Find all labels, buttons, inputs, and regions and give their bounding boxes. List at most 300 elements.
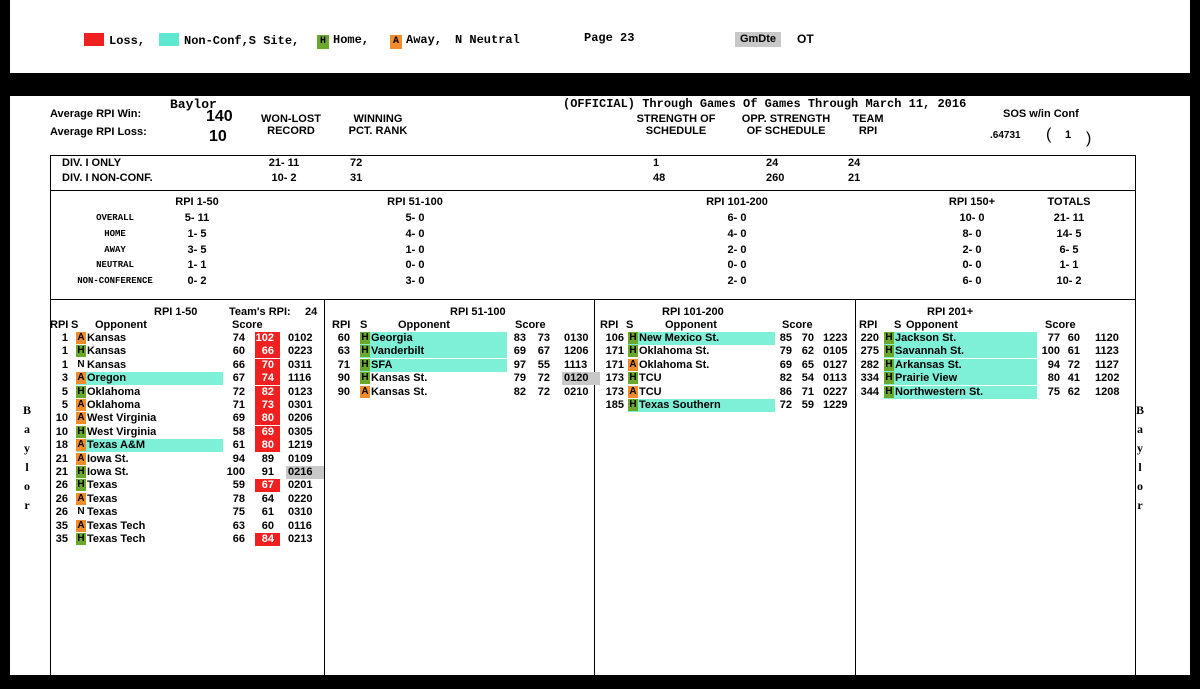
game-date: 0123 [288,385,313,398]
game-site-badge: H [629,345,637,357]
panel4-title: RPI 201+ [927,306,974,318]
game-opponent: Oklahoma St. [639,358,710,371]
game-opponent: Texas Tech [87,519,146,532]
game-date: 1202 [1095,372,1120,385]
game-score-opponent: 65 [801,358,814,371]
game-row [10,332,1190,345]
game-score-opponent: 67 [261,479,274,492]
game-opponent: Texas [87,492,118,505]
game-row [10,439,1190,452]
game-date: 1123 [1095,345,1119,358]
summary-header: TOTALS [1047,196,1091,208]
game-site-badge: H [885,345,893,357]
game-opponent: Oklahoma [87,399,141,411]
game-date: 0220 [288,492,313,505]
col-opponent-header: Opponent [906,319,958,331]
summary-cell: 1- 0 [405,244,425,256]
game-site-badge: A [77,412,85,424]
game-date: 0310 [288,506,313,519]
home-swatch: H [317,35,329,49]
game-score-opponent: 74 [261,372,274,385]
game-site-badge: A [629,358,637,370]
game-score-opponent: 69 [261,425,274,438]
game-rpi: 3 [61,372,68,385]
summary-cell: 8- 0 [962,228,982,240]
summary-cell: 0- 0 [405,259,425,271]
game-score-opponent: 71 [801,385,814,398]
game-site-badge: N [77,506,85,518]
game-rpi: 35 [55,519,68,532]
game-site-badge: H [361,345,369,357]
col-site-header: S [360,319,368,331]
game-rpi: 334 [860,372,879,385]
col-header-wonlost: WON-LOST RECORD [261,113,321,137]
game-site-badge: H [77,385,85,397]
game-score-opponent: 59 [801,399,814,411]
side-team-name-right [1133,401,1147,515]
game-rpi: 5 [61,385,68,398]
game-score-baylor: 82 [513,385,526,398]
game-opponent: Arkansas St. [895,358,962,371]
sos-conf-paren-open: ( [1046,126,1052,143]
game-rpi: 21 [55,452,68,465]
game-date: 1206 [564,345,589,358]
summary-cell: 4- 0 [405,228,425,240]
game-date: 1219 [288,439,313,452]
avg-rpi-win-value: 140 [206,108,233,125]
game-score-opponent: 62 [801,345,814,358]
game-date: 0213 [288,533,313,545]
summary-cell: 5- 11 [184,212,210,224]
side-letter: a [1137,422,1143,436]
division-pct-rank: 72 [350,157,363,169]
summary-cell: 2- 0 [727,275,747,287]
game-row [10,479,1190,492]
game-opponent: Iowa St. [87,452,129,465]
summary-cell: 0- 0 [727,259,747,271]
division-sos: 1 [653,157,660,169]
division-sos: 48 [653,172,666,184]
game-score-baylor: 83 [513,332,526,344]
legend-bar [10,0,1190,73]
col-opponent-header: Opponent [665,319,717,331]
game-rpi: 60 [337,332,350,344]
col-rpi-header: RPI [332,319,351,331]
game-date: 1229 [823,399,848,411]
game-date: 0105 [823,345,848,358]
game-opponent: Iowa St. [87,466,129,478]
game-rpi: 171 [605,358,624,371]
game-score-opponent: 84 [261,533,274,545]
summary-row-label: NON-CONFERENCE [77,276,153,286]
summary-cell: 0- 0 [962,259,982,271]
game-score-opponent: 70 [261,358,274,371]
game-opponent: Oregon [87,372,127,385]
summary-cell: 5- 0 [405,212,425,224]
game-score-baylor: 72 [232,385,245,398]
panel2-title: RPI 51-100 [450,306,506,318]
game-score-opponent: 72 [1067,358,1080,371]
game-score-opponent: 80 [261,439,274,452]
col-header-winning: WINNING PCT. RANK [348,113,408,137]
game-date: 0102 [288,332,313,344]
loss-swatch [84,33,104,46]
game-score-baylor: 66 [232,358,245,371]
game-site-badge: H [629,399,637,410]
game-date: 0223 [288,345,313,358]
game-opponent: Kansas St. [371,385,428,398]
page-number: Page 23 [584,31,635,45]
game-date: 0120 [564,372,589,385]
game-score-opponent: 89 [261,452,274,465]
game-rpi: 10 [55,412,68,425]
summary-cell: 21- 11 [1053,212,1085,224]
col-header-opp-sos: OPP. STRENGTH OF SCHEDULE [741,113,831,137]
game-date: 0210 [564,385,589,398]
game-row [10,359,1190,372]
game-score-opponent: 91 [261,466,274,478]
game-opponent: Jackson St. [895,332,957,344]
game-site-badge: A [77,332,85,343]
game-score-opponent: 82 [261,385,274,398]
summary-cell: 1- 5 [187,228,207,240]
game-score-baylor: 75 [1047,385,1060,398]
game-site-badge: H [77,345,85,357]
game-site-badge: A [77,452,85,464]
game-rpi: 1 [61,358,68,371]
summary-row-label: HOME [104,229,126,239]
game-date: 0216 [288,466,313,478]
game-opponent: Oklahoma St. [639,345,710,358]
game-score-baylor: 79 [513,372,526,385]
division-label: DIV. I ONLY [62,157,122,169]
game-site-badge: A [77,492,85,504]
game-score-baylor: 69 [513,345,526,358]
division-pct-rank: 31 [350,172,363,184]
col-header-team-rpi: TEAM RPI [852,113,884,137]
team-name: Baylor [170,97,217,112]
game-score-baylor: 77 [1047,332,1060,344]
col-site-header: S [626,319,634,331]
game-rpi: 5 [61,399,68,411]
game-date: 0305 [288,425,313,438]
panel1-title: RPI 1-50 [154,306,198,318]
side-letter: B [22,403,31,417]
col-score-header: Score [515,319,546,331]
summary-row-label: NEUTRAL [96,260,134,270]
game-opponent: Savannah St. [895,345,965,358]
col-header-sos: STRENGTH OF SCHEDULE [636,113,716,137]
game-site-badge: H [361,372,369,384]
game-score-opponent: 41 [1067,372,1080,385]
col-rpi-header: RPI [50,319,69,331]
game-site-badge: H [361,332,369,343]
legend-home: H Home, [317,33,369,49]
game-rpi: 173 [605,372,624,385]
summary-cell: 6- 5 [1059,244,1079,256]
official-line: (OFFICIAL) Through Games Of Games Through March 11, 2016 [563,97,967,111]
avg-rpi-loss-value: 10 [209,128,227,145]
team-sheet [10,96,1190,675]
summary-cell: 2- 0 [962,244,982,256]
game-rpi: 1 [61,345,68,358]
game-date: 0127 [823,358,848,371]
division-record: 10- 2 [271,172,297,184]
col-rpi-header: RPI [859,319,878,331]
game-row [10,533,1190,546]
game-date: 0201 [288,479,313,492]
division-opp-sos: 260 [766,172,785,184]
game-row [10,506,1190,519]
game-score-baylor: 75 [232,506,245,519]
game-site-badge: H [77,466,85,477]
game-row [10,493,1190,506]
summary-cell: 2- 0 [727,244,747,256]
division-opp-sos: 24 [766,157,779,169]
game-date: 0109 [288,452,313,465]
game-site-badge: H [885,358,893,370]
game-score-opponent: 70 [801,332,814,344]
game-site-badge: H [77,479,85,491]
sos-conf-value: .64731 [990,130,1021,141]
game-rpi: 275 [860,345,879,358]
game-opponent: SFA [371,358,393,371]
game-score-baylor: 86 [779,385,792,398]
game-rpi: 282 [860,358,879,371]
nonconf-swatch [159,33,179,46]
avg-rpi-win-label: Average RPI Win: [50,108,142,120]
game-opponent: Texas [87,479,118,492]
game-score-baylor: 100 [226,466,245,478]
game-opponent: Kansas [87,332,127,344]
game-site-badge: H [629,372,637,384]
summary-cell: 10- 2 [1056,275,1082,287]
game-site-badge: A [77,519,85,531]
game-site-badge: H [77,533,85,544]
game-score-baylor: 58 [232,425,245,438]
game-date: 1113 [564,358,588,371]
game-site-badge: H [885,332,893,343]
game-score-baylor: 63 [232,519,245,532]
game-opponent: Kansas [87,358,127,371]
summary-cell: 1- 1 [187,259,207,271]
game-score-opponent: 64 [261,492,274,505]
game-rpi: 185 [605,399,624,411]
side-team-name-left [20,401,34,515]
game-row [10,372,1190,385]
side-letter: l [1138,460,1142,474]
side-letter: B [1135,403,1144,417]
game-score-opponent: 67 [537,345,550,358]
game-site-badge: H [629,332,637,343]
game-opponent: West Virginia [87,412,157,425]
game-rpi: 18 [55,439,68,452]
game-score-baylor: 94 [1047,358,1060,371]
game-score-baylor: 82 [779,372,792,385]
col-opponent-header: Opponent [95,319,147,331]
summary-header: RPI 51-100 [387,196,443,208]
side-letter: l [25,460,29,474]
game-rpi: 106 [605,332,624,344]
game-score-baylor: 74 [232,332,245,344]
game-rpi: 35 [55,533,68,545]
avg-rpi-loss-label: Average RPI Loss: [50,126,147,138]
side-letter: r [1137,498,1143,512]
game-opponent: Texas Tech [87,533,146,545]
game-site-badge: H [885,385,893,397]
col-site-header: S [71,319,79,331]
legend-loss: Loss, [84,33,145,48]
game-date: 0206 [288,412,313,425]
game-rpi: 1 [61,332,68,344]
sos-conf-label: SOS w/in Conf [1003,108,1079,120]
side-letter: y [1137,441,1143,455]
game-score-baylor: 61 [232,439,245,452]
col-opponent-header: Opponent [398,319,450,331]
game-opponent: TCU [639,385,662,398]
game-opponent: Prairie View [895,372,958,385]
game-row [10,426,1190,439]
game-score-opponent: 61 [1067,345,1080,358]
game-score-baylor: 66 [232,533,245,545]
game-row [10,453,1190,466]
col-score-header: Score [1045,319,1076,331]
panel3-title: RPI 101-200 [662,306,724,318]
game-rpi: 171 [605,345,624,358]
division-label: DIV. I NON-CONF. [62,172,153,184]
game-date: 1223 [823,332,848,344]
game-site-badge: A [77,439,85,451]
game-score-baylor: 85 [779,332,792,344]
game-score-baylor: 69 [232,412,245,425]
game-score-baylor: 78 [232,492,245,505]
game-date: 0130 [564,332,589,344]
summary-cell: 6- 0 [727,212,747,224]
col-site-header: S [894,319,902,331]
col-rpi-header: RPI [600,319,619,331]
game-score-opponent: 73 [261,399,274,411]
col-score-header: Score [232,319,263,331]
game-opponent: Georgia [371,332,413,344]
game-rpi: 26 [55,506,68,519]
game-row [10,412,1190,425]
game-rpi: 344 [860,385,879,398]
game-date: 1208 [1095,385,1120,398]
game-site-badge: A [77,399,85,410]
summary-row-label: AWAY [104,245,126,255]
game-opponent: Kansas [87,345,127,358]
game-site-badge: H [77,425,85,437]
game-score-opponent: 60 [261,519,274,532]
game-opponent: Texas A&M [87,439,146,452]
summary-row-label: OVERALL [96,213,134,223]
panel1-teams-rpi-label: Team's RPI: [229,306,291,318]
game-score-baylor: 72 [779,399,792,411]
panel1-teams-rpi: 24 [305,306,318,318]
game-score-baylor: 79 [779,345,792,358]
game-opponent: Vanderbilt [371,345,425,358]
game-opponent: Texas [87,506,118,519]
game-score-opponent: 62 [1067,385,1080,398]
game-date: 0116 [288,519,312,532]
summary-cell: 10- 0 [959,212,985,224]
game-date: 0227 [823,385,848,398]
away-swatch: A [390,35,402,49]
game-score-baylor: 69 [779,358,792,371]
game-opponent: Oklahoma [87,385,141,398]
game-score-opponent: 102 [255,332,274,344]
game-rpi: 63 [337,345,350,358]
game-rpi: 173 [605,385,624,398]
game-rpi: 26 [55,492,68,505]
game-date: 0301 [288,399,313,411]
game-score-baylor: 59 [232,479,245,492]
legend-neutral: N Neutral [455,33,520,47]
game-opponent: TCU [639,372,662,385]
summary-header: RPI 101-200 [706,196,768,208]
game-opponent: West Virginia [87,425,157,438]
division-record: 21- 11 [268,157,300,169]
game-score-opponent: 72 [537,385,550,398]
game-rpi: 26 [55,479,68,492]
side-letter: y [24,441,30,455]
game-score-opponent: 55 [537,358,550,371]
game-rpi: 71 [337,358,350,371]
game-opponent: Kansas St. [371,372,428,385]
game-opponent: Northwestern St. [895,385,984,398]
legend-nonconf: Non-Conf,S Site, [159,33,299,48]
side-letter: a [24,422,30,436]
game-score-baylor: 60 [232,345,245,358]
col-score-header: Score [782,319,813,331]
game-score-baylor: 80 [1047,372,1060,385]
game-date: 0113 [823,372,847,385]
game-opponent: Texas Southern [639,399,721,411]
summary-cell: 0- 2 [187,275,207,287]
legend-away: A Away, [390,33,442,49]
summary-header: RPI 150+ [948,196,996,208]
division-team-rpi: 24 [848,157,861,169]
game-rpi: 90 [337,372,350,385]
game-opponent: New Mexico St. [639,332,720,344]
game-score-opponent: 54 [801,372,814,385]
game-score-baylor: 71 [232,399,245,411]
game-row [10,345,1190,358]
summary-cell: 6- 0 [962,275,982,287]
game-score-baylor: 97 [513,358,526,371]
summary-header: RPI 1-50 [175,196,219,208]
sos-conf-rank: 1 [1065,129,1072,141]
game-site-badge: H [361,358,369,370]
game-site-badge: A [361,385,369,397]
gmdte-swatch: GmDte [735,32,781,47]
game-date: 0311 [288,358,312,371]
game-site-badge: A [629,385,637,397]
side-letter: o [1137,479,1143,493]
game-site-badge: N [77,358,85,370]
game-rpi: 90 [337,385,350,398]
game-site-badge: A [77,372,85,384]
division-box [50,155,1136,191]
side-letter: r [24,498,30,512]
game-score-opponent: 72 [537,372,550,385]
game-score-baylor: 100 [1041,345,1060,358]
game-row [10,520,1190,533]
sos-conf-paren-close: ) [1086,130,1092,147]
game-score-opponent: 73 [537,332,550,344]
division-team-rpi: 21 [848,172,861,184]
summary-cell: 14- 5 [1056,228,1082,240]
